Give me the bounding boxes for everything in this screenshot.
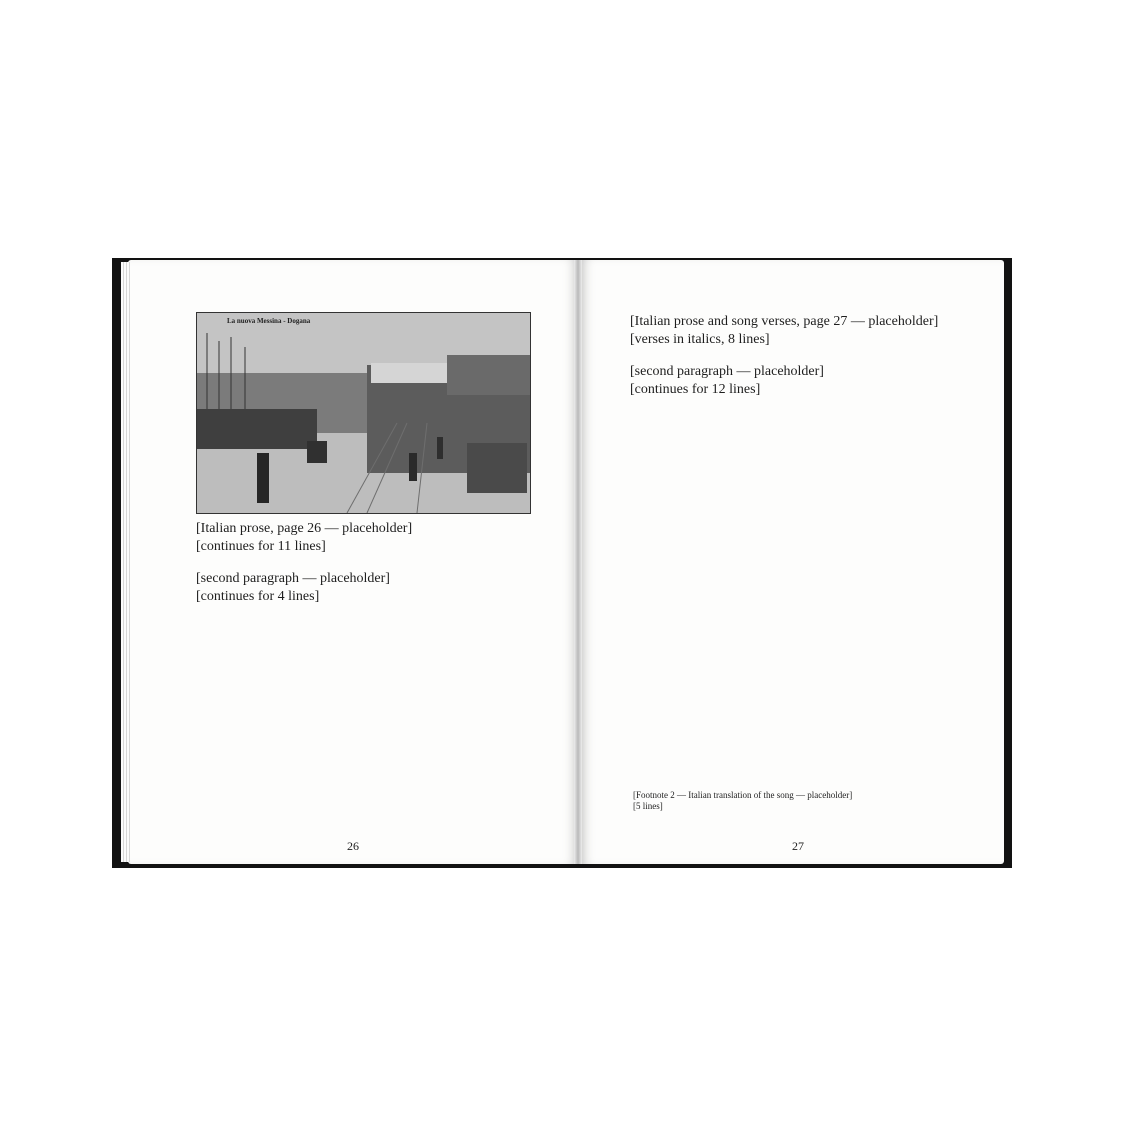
left-page-text: [196, 520, 529, 606]
right-line-1: [Italian prose and song verses, page 27 — placeholder]: [630, 314, 939, 329]
right-line-3: [second paragraph — placeholder]: [630, 364, 824, 379]
photo-drawing: [197, 313, 530, 513]
book-gutter: [574, 260, 582, 864]
historic-photo-messina-customs: [196, 312, 531, 514]
page-number-right: 27: [792, 839, 804, 853]
right-page-text: [630, 313, 966, 399]
right-line-2: [verses in italics, 8 lines]: [630, 332, 770, 347]
footnote-line-2: [5 lines]: [633, 801, 663, 811]
footnote-line-1: [Footnote 2 — Italian translation of the song — placeholder]: [633, 790, 853, 800]
left-line-1: [Italian prose, page 26 — placeholder]: [196, 521, 413, 536]
page-number-left: 26: [347, 839, 359, 853]
right-line-4: [continues for 12 lines]: [630, 382, 761, 397]
footnote: [633, 790, 983, 812]
page-edges: [121, 262, 130, 862]
left-line-4: [continues for 4 lines]: [196, 589, 320, 604]
photo-caption: La nuova Messina - Dogana: [227, 317, 311, 325]
left-line-2: [continues for 11 lines]: [196, 539, 326, 554]
left-line-3: [second paragraph — placeholder]: [196, 571, 390, 586]
